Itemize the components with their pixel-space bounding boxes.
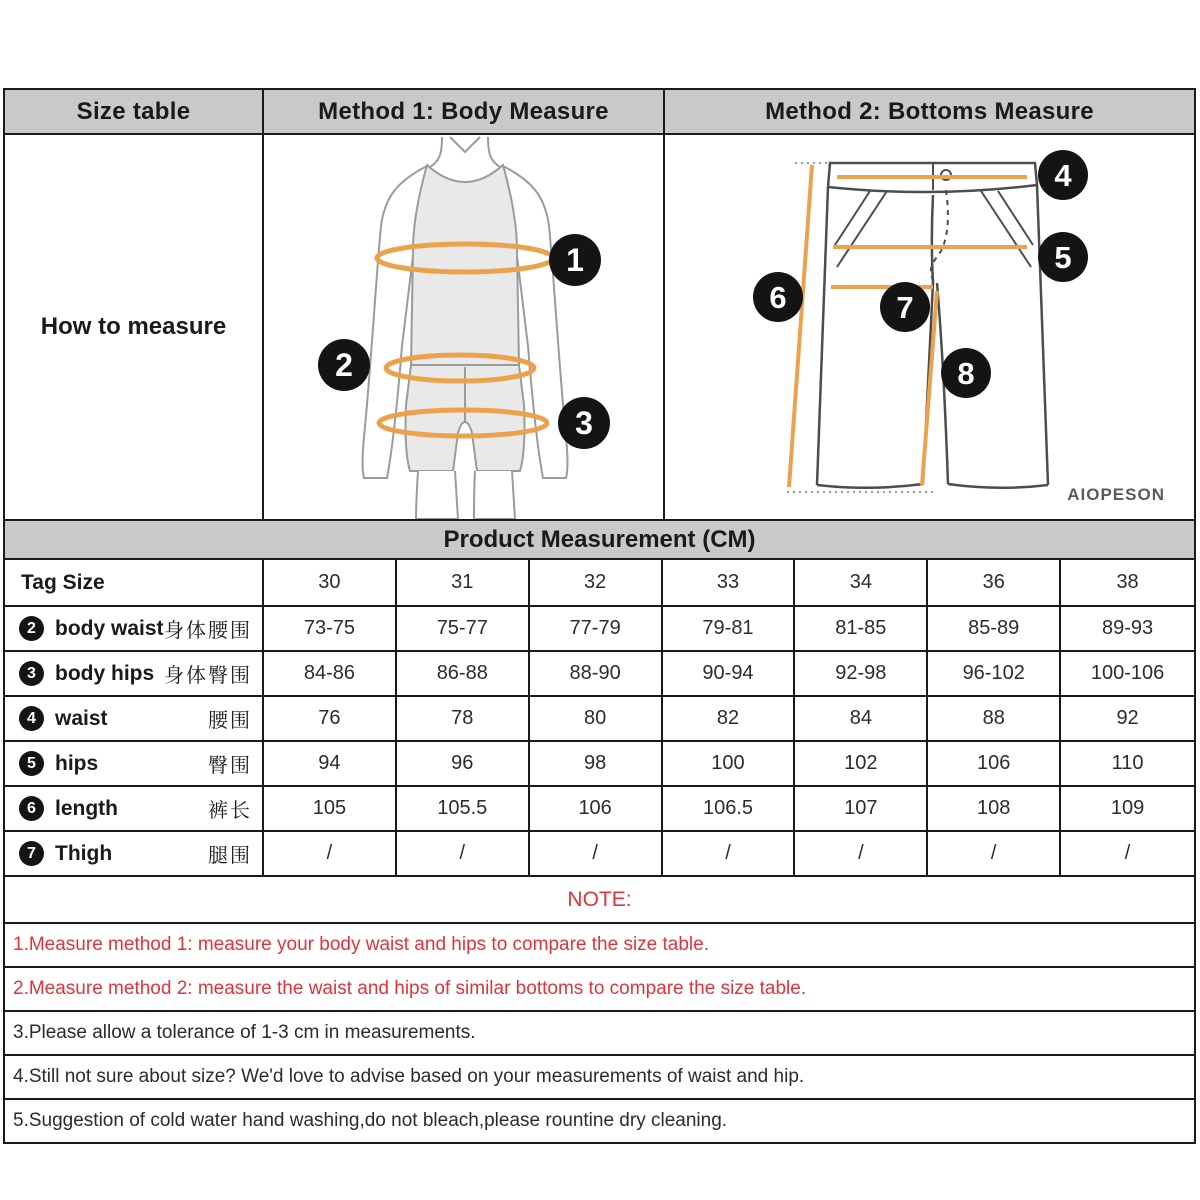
row-4-value-2: 106 bbox=[530, 787, 663, 830]
body-measure-illustration bbox=[264, 135, 665, 519]
top-header-row bbox=[5, 90, 1194, 133]
row-5-value-6: / bbox=[1124, 842, 1131, 864]
row-5-value-5: / bbox=[928, 832, 1061, 875]
row-2-value-6: 92 bbox=[1116, 707, 1139, 729]
row-label bbox=[5, 607, 264, 650]
measure-row-body-waist bbox=[5, 605, 1194, 650]
row-3-value-0: 94 bbox=[264, 742, 397, 785]
size-chart-sheet bbox=[3, 88, 1196, 1144]
svg-text:4: 4 bbox=[1054, 158, 1072, 193]
tag-size-row bbox=[5, 558, 1194, 605]
pants-figure-svg bbox=[665, 135, 1192, 519]
row-0-value-6: 89-93 bbox=[1101, 617, 1154, 639]
row-1-value-1: 86-88 bbox=[397, 652, 530, 695]
row-label-en: body waist bbox=[55, 616, 164, 640]
row-label bbox=[5, 697, 264, 740]
tag-size-label: Tag Size bbox=[5, 560, 264, 605]
row-2-value-3: 82 bbox=[663, 697, 796, 740]
row-marker-badge: 7 bbox=[19, 841, 44, 866]
row-label-zh: 腰围 bbox=[208, 708, 252, 732]
row-marker-badge: 6 bbox=[19, 796, 44, 821]
marker-3 bbox=[558, 397, 610, 449]
row-marker-badge: 4 bbox=[19, 706, 44, 731]
svg-text:7: 7 bbox=[896, 290, 914, 325]
note-header: NOTE: bbox=[5, 875, 1194, 922]
svg-text:2: 2 bbox=[335, 347, 353, 383]
tag-size-6: 38 bbox=[1116, 571, 1139, 593]
marker-7 bbox=[880, 282, 930, 332]
row-2-value-1: 78 bbox=[397, 697, 530, 740]
row-4-value-3: 106.5 bbox=[663, 787, 796, 830]
note-item-4: 4.Still not sure about size? We'd love to advise based on your measurements of waist and hip. bbox=[5, 1054, 1194, 1098]
row-label-en: Thigh bbox=[55, 841, 113, 865]
header-method2: Method 2: Bottoms Measure bbox=[765, 97, 1094, 125]
row-marker-badge: 5 bbox=[19, 751, 44, 776]
header-method1: Method 1: Body Measure bbox=[264, 90, 665, 133]
row-0-value-2: 77-79 bbox=[530, 607, 663, 650]
svg-text:8: 8 bbox=[957, 356, 975, 391]
measure-row-length bbox=[5, 785, 1194, 830]
body-figure-svg bbox=[264, 135, 665, 519]
row-5-value-4: / bbox=[795, 832, 928, 875]
row-2-value-5: 88 bbox=[928, 697, 1061, 740]
marker-4 bbox=[1038, 150, 1088, 200]
header-size-table: Size table bbox=[5, 90, 264, 133]
row-0-value-3: 79-81 bbox=[663, 607, 796, 650]
tag-size-4: 34 bbox=[795, 560, 928, 605]
row-label-zh: 身体臀围 bbox=[164, 663, 252, 687]
svg-text:6: 6 bbox=[769, 280, 787, 315]
measure-row-thigh bbox=[5, 830, 1194, 875]
row-label bbox=[5, 832, 264, 875]
row-4-value-6: 109 bbox=[1110, 797, 1145, 819]
row-4-value-5: 108 bbox=[928, 787, 1061, 830]
row-1-value-5: 96-102 bbox=[928, 652, 1061, 695]
row-5-value-2: / bbox=[530, 832, 663, 875]
length-measure-line bbox=[789, 165, 812, 487]
note-item-3: 3.Please allow a tolerance of 1-3 cm in measurements. bbox=[5, 1010, 1194, 1054]
row-2-value-2: 80 bbox=[530, 697, 663, 740]
tag-size-5: 36 bbox=[928, 560, 1061, 605]
row-marker-badge: 2 bbox=[19, 616, 44, 641]
row-label-zh: 腿围 bbox=[208, 843, 252, 867]
note-item-1: 1.Measure method 1: measure your body waist and hips to compare the size table. bbox=[5, 922, 1194, 966]
row-label-zh: 身体腰围 bbox=[164, 618, 252, 642]
product-measurement-header: Product Measurement (CM) bbox=[5, 519, 1194, 558]
row-0-value-0: 73-75 bbox=[264, 607, 397, 650]
row-label-en: hips bbox=[55, 751, 99, 775]
svg-text:5: 5 bbox=[1054, 240, 1072, 275]
row-3-value-5: 106 bbox=[928, 742, 1061, 785]
row-4-value-0: 105 bbox=[264, 787, 397, 830]
svg-text:3: 3 bbox=[575, 405, 593, 441]
row-0-value-5: 85-89 bbox=[928, 607, 1061, 650]
how-to-measure-label: How to measure bbox=[5, 135, 264, 519]
marker-5 bbox=[1038, 232, 1088, 282]
row-marker-badge: 3 bbox=[19, 661, 44, 686]
row-label bbox=[5, 742, 264, 785]
row-label-en: waist bbox=[55, 706, 108, 730]
row-label-zh: 裤长 bbox=[208, 798, 252, 822]
marker-1 bbox=[549, 234, 601, 286]
row-3-value-3: 100 bbox=[663, 742, 796, 785]
row-0-value-4: 81-85 bbox=[795, 607, 928, 650]
row-1-value-4: 92-98 bbox=[795, 652, 928, 695]
measure-row-body-hips bbox=[5, 650, 1194, 695]
row-5-value-3: / bbox=[663, 832, 796, 875]
row-label-en: body hips bbox=[55, 661, 155, 685]
brand-text: AIOPESON bbox=[1067, 485, 1165, 504]
row-5-value-1: / bbox=[397, 832, 530, 875]
bottoms-measure-illustration bbox=[665, 135, 1194, 519]
how-to-measure-row bbox=[5, 133, 1194, 519]
row-5-value-0: / bbox=[264, 832, 397, 875]
row-3-value-6: 110 bbox=[1111, 752, 1144, 774]
row-4-value-1: 105.5 bbox=[397, 787, 530, 830]
tag-size-3: 33 bbox=[663, 560, 796, 605]
marker-8 bbox=[941, 348, 991, 398]
note-item-5: 5.Suggestion of cold water hand washing,do not bleach,please rountine dry cleaning. bbox=[5, 1098, 1194, 1142]
row-1-value-6: 100-106 bbox=[1090, 662, 1165, 684]
measure-row-hips bbox=[5, 740, 1194, 785]
row-label-zh: 臀围 bbox=[208, 753, 252, 777]
row-4-value-4: 107 bbox=[795, 787, 928, 830]
row-2-value-0: 76 bbox=[264, 697, 397, 740]
row-1-value-3: 90-94 bbox=[663, 652, 796, 695]
row-1-value-2: 88-90 bbox=[530, 652, 663, 695]
marker-2 bbox=[318, 339, 370, 391]
marker-6 bbox=[753, 272, 803, 322]
row-2-value-4: 84 bbox=[795, 697, 928, 740]
notes-list bbox=[5, 922, 1194, 1142]
tag-size-0: 30 bbox=[264, 560, 397, 605]
note-item-2: 2.Measure method 2: measure the waist and hips of similar bottoms to compare the size table. bbox=[5, 966, 1194, 1010]
row-1-value-0: 84-86 bbox=[264, 652, 397, 695]
row-label bbox=[5, 652, 264, 695]
svg-text:1: 1 bbox=[566, 242, 584, 278]
measurement-table bbox=[5, 558, 1194, 875]
tag-size-2: 32 bbox=[530, 560, 663, 605]
tag-size-1: 31 bbox=[397, 560, 530, 605]
row-3-value-1: 96 bbox=[397, 742, 530, 785]
row-label-en: length bbox=[55, 796, 118, 820]
row-3-value-2: 98 bbox=[530, 742, 663, 785]
measure-row-waist bbox=[5, 695, 1194, 740]
row-label bbox=[5, 787, 264, 830]
row-0-value-1: 75-77 bbox=[397, 607, 530, 650]
row-3-value-4: 102 bbox=[795, 742, 928, 785]
